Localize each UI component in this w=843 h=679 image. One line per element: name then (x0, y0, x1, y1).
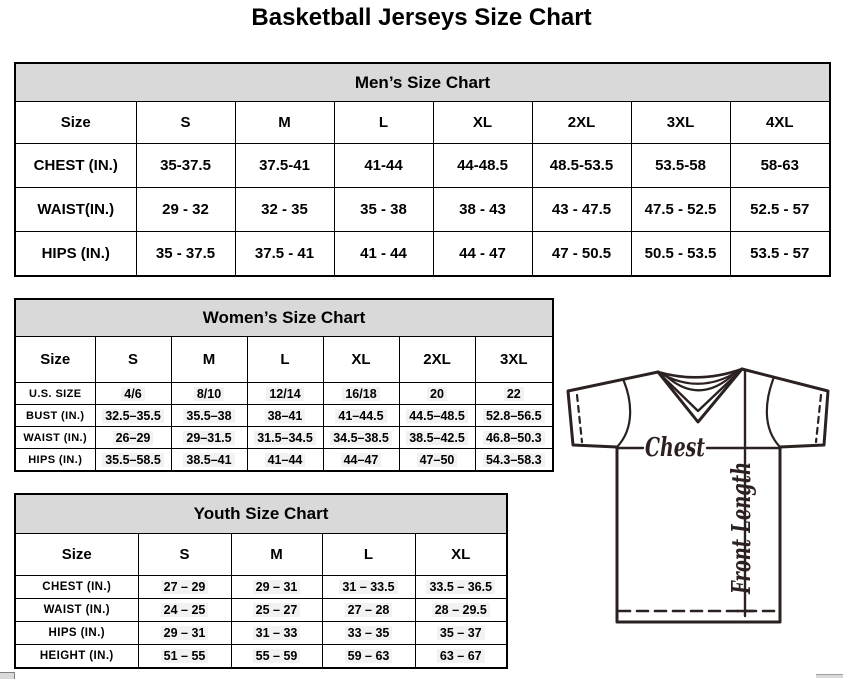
value-cell: 31 – 33 (231, 622, 322, 645)
table-row (15, 599, 507, 622)
row-label: WAIST (IN.) (15, 599, 138, 622)
header-cell: 2XL (532, 102, 631, 144)
value-cell: 52.8–56.5 (475, 405, 553, 427)
cropped-element-bottom-left (0, 672, 15, 679)
value-cell: 52.5 - 57 (730, 188, 830, 232)
value-cell: 22 (475, 383, 553, 405)
table-title: Women’s Size Chart (15, 299, 553, 337)
value-cell: 50.5 - 53.5 (631, 232, 730, 277)
value-cell: 35 - 38 (334, 188, 433, 232)
header-cell: S (136, 102, 235, 144)
header-cell: XL (415, 534, 507, 576)
value-cell: 29 – 31 (138, 622, 231, 645)
value-cell: 53.5-58 (631, 144, 730, 188)
value-cell: 34.5–38.5 (323, 427, 399, 449)
jersey-right-cuff-dashes (816, 395, 821, 442)
header-cell: 3XL (631, 102, 730, 144)
value-cell: 41–44 (247, 449, 323, 472)
header-cell: M (235, 102, 334, 144)
value-cell: 63 – 67 (415, 645, 507, 669)
jersey-right-seam (767, 377, 780, 447)
table-row (15, 188, 830, 232)
value-cell: 12/14 (247, 383, 323, 405)
value-cell: 54.3–58.3 (475, 449, 553, 472)
table-row (15, 576, 507, 599)
table-row (15, 405, 553, 427)
row-label: WAIST(IN.) (15, 188, 136, 232)
table-title: Youth Size Chart (15, 494, 507, 534)
value-cell: 44.5–48.5 (399, 405, 475, 427)
header-cell: 3XL (475, 337, 553, 383)
value-cell: 44-48.5 (433, 144, 532, 188)
value-cell: 47–50 (399, 449, 475, 472)
value-cell: 24 – 25 (138, 599, 231, 622)
table-row (15, 383, 553, 405)
row-label: CHEST (IN.) (15, 576, 138, 599)
table-row (15, 427, 553, 449)
value-cell: 43 - 47.5 (532, 188, 631, 232)
value-cell: 41-44 (334, 144, 433, 188)
value-cell: 27 – 28 (322, 599, 415, 622)
header-cell: M (171, 337, 247, 383)
row-label: HIPS (IN.) (15, 232, 136, 277)
value-cell: 38–41 (247, 405, 323, 427)
value-cell: 38.5–41 (171, 449, 247, 472)
jersey-diagram (558, 360, 840, 626)
table-row (15, 622, 507, 645)
value-cell: 38.5–42.5 (399, 427, 475, 449)
value-cell: 55 – 59 (231, 645, 322, 669)
header-cell: XL (323, 337, 399, 383)
row-label: BUST (IN.) (15, 405, 95, 427)
value-cell: 28 – 29.5 (415, 599, 507, 622)
mens-size-table (14, 62, 831, 277)
row-label: HIPS (IN.) (15, 449, 95, 472)
value-cell: 4/6 (95, 383, 171, 405)
header-cell: L (322, 534, 415, 576)
value-cell: 44 - 47 (433, 232, 532, 277)
page-title: Basketball Jerseys Size Chart (251, 4, 592, 31)
header-cell: L (334, 102, 433, 144)
value-cell: 29 – 31 (231, 576, 322, 599)
value-cell: 58-63 (730, 144, 830, 188)
value-cell: 31 – 33.5 (322, 576, 415, 599)
value-cell: 37.5 - 41 (235, 232, 334, 277)
value-cell: 59 – 63 (322, 645, 415, 669)
table-header-row (15, 534, 507, 576)
table-row (15, 144, 830, 188)
value-cell: 47 - 50.5 (532, 232, 631, 277)
womens-size-table (14, 298, 554, 472)
jersey-left-seam (617, 379, 630, 447)
front-length-label: Front Length (727, 402, 757, 594)
value-cell: 33 – 35 (322, 622, 415, 645)
value-cell: 53.5 - 57 (730, 232, 830, 277)
value-cell: 26–29 (95, 427, 171, 449)
header-cell: Size (15, 534, 138, 576)
value-cell: 29 - 32 (136, 188, 235, 232)
value-cell: 46.8–50.3 (475, 427, 553, 449)
value-cell: 37.5-41 (235, 144, 334, 188)
table-row (15, 449, 553, 472)
row-label: U.S. SIZE (15, 383, 95, 405)
header-cell: S (138, 534, 231, 576)
value-cell: 35 - 37.5 (136, 232, 235, 277)
value-cell: 51 – 55 (138, 645, 231, 669)
cropped-element-bottom-right (816, 674, 843, 678)
table-title: Men’s Size Chart (15, 63, 830, 102)
value-cell: 16/18 (323, 383, 399, 405)
value-cell: 35.5–58.5 (95, 449, 171, 472)
header-cell: Size (15, 337, 95, 383)
value-cell: 35-37.5 (136, 144, 235, 188)
value-cell: 41–44.5 (323, 405, 399, 427)
value-cell: 48.5-53.5 (532, 144, 631, 188)
header-cell: S (95, 337, 171, 383)
table-header-row (15, 337, 553, 383)
value-cell: 29–31.5 (171, 427, 247, 449)
header-cell: 2XL (399, 337, 475, 383)
value-cell: 32 - 35 (235, 188, 334, 232)
header-cell: M (231, 534, 322, 576)
chest-label: Chest (645, 433, 705, 463)
value-cell: 41 - 44 (334, 232, 433, 277)
value-cell: 35 – 37 (415, 622, 507, 645)
value-cell: 47.5 - 52.5 (631, 188, 730, 232)
row-label: WAIST (IN.) (15, 427, 95, 449)
value-cell: 27 – 29 (138, 576, 231, 599)
value-cell: 38 - 43 (433, 188, 532, 232)
row-label: CHEST (IN.) (15, 144, 136, 188)
value-cell: 20 (399, 383, 475, 405)
header-cell: Size (15, 102, 136, 144)
row-label: HIPS (IN.) (15, 622, 138, 645)
table-row (15, 232, 830, 277)
value-cell: 25 – 27 (231, 599, 322, 622)
header-cell: 4XL (730, 102, 830, 144)
value-cell: 35.5–38 (171, 405, 247, 427)
value-cell: 44–47 (323, 449, 399, 472)
value-cell: 33.5 – 36.5 (415, 576, 507, 599)
jersey-left-cuff-dashes (577, 395, 582, 442)
value-cell: 32.5–35.5 (95, 405, 171, 427)
youth-size-table (14, 493, 508, 669)
header-cell: L (247, 337, 323, 383)
table-header-row (15, 102, 830, 144)
header-cell: XL (433, 102, 532, 144)
value-cell: 8/10 (171, 383, 247, 405)
table-row (15, 645, 507, 669)
row-label: HEIGHT (IN.) (15, 645, 138, 669)
jersey-right-sleeve (742, 369, 828, 447)
value-cell: 31.5–34.5 (247, 427, 323, 449)
